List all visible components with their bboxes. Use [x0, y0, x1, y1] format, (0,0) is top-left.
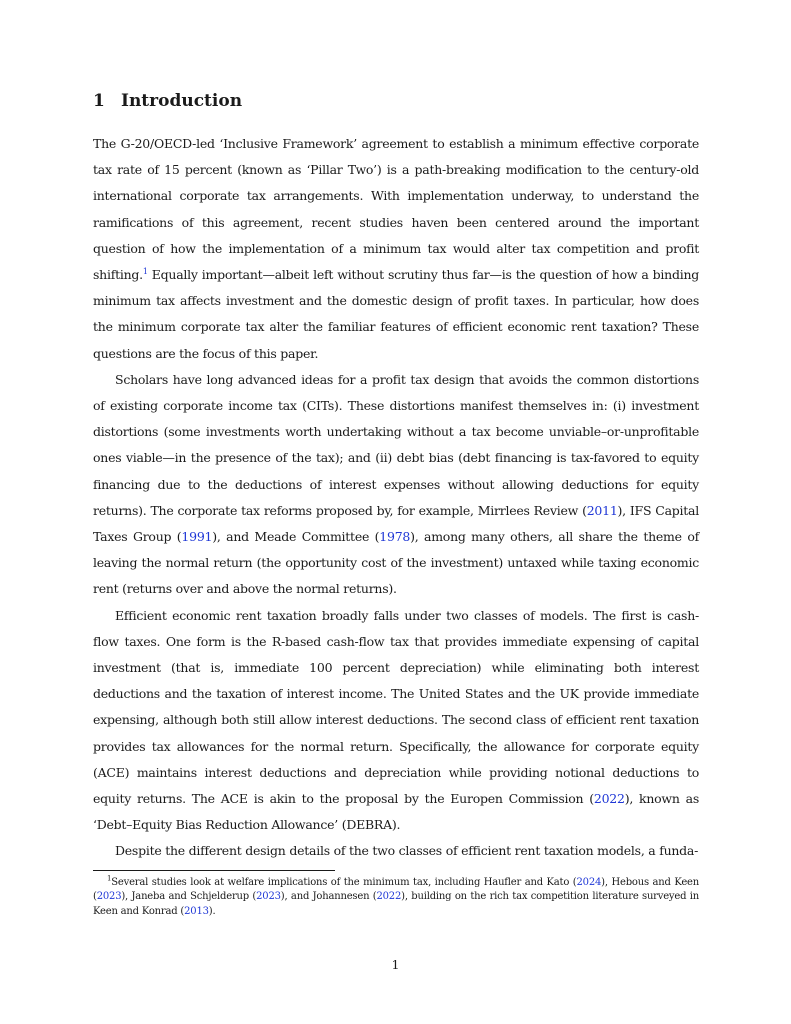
footnote-text: ), building on the rich tax competition literature surveyed in Keen and Konrad ( — [93, 891, 699, 917]
section-title: Introduction — [121, 91, 243, 111]
paragraph-text: Equally important—albeit left without scrutiny thus far—is the question of how a binding minimum tax affects investment and the domestic design of profit taxes. In particular, how does the minimum corporate tax alter the familiar features of efficient economic rent taxation? These questions are the focus of this paper. — [93, 267, 699, 361]
footnote-divider — [93, 870, 335, 871]
footnote-text: ), Janeba and Schjelderup ( — [121, 891, 257, 903]
section-heading — [93, 89, 242, 113]
citation-link-mirrlees-2011[interactable]: 2011 — [586, 502, 618, 518]
paragraph-text: ), IFS Capital Taxes Group ( — [93, 502, 699, 545]
paragraph-text: The G-20/OECD-led ‘Inclusive Framework’ agreement to establish a minimum effective corporate tax rate of 15 percent (known as ‘Pillar Two’) is a path-breaking modification to the century-old international corporate tax arrangements. With implementation underway, to understand the ramifications of this agreement, recent studies haven been centered around the important question of how the implementation of a minimum tax would alter tax competition and profit shifting. — [93, 136, 699, 283]
citation-link-meade-1978[interactable]: 1978 — [379, 529, 411, 545]
citation-link-haufler-kato-2024[interactable]: 2024 — [576, 877, 602, 888]
footnote-reference-link[interactable]: 1 — [142, 266, 148, 276]
section-number: 1 — [93, 91, 105, 111]
citation-link-hebous-keen-2023[interactable]: 2023 — [96, 891, 122, 903]
citation-link-janeba-schjelderup-2023[interactable]: 2023 — [256, 891, 281, 903]
paragraph-text: Scholars have long advanced ideas for a profit tax design that avoids the common distortions of existing corporate income tax (CITs). These distortions manifest themselves in: (i) investment distortions (some investments worth undertaking without a tax become unviable–or-unprofitable ones viable—in the presence of the tax); and (ii) debt bias (debt financing is tax-favored to equity financing due to the deductions of interest expenses without allowing deductions for equity returns). The corporate tax reforms proposed by, for example, Mirrlees Review ( — [93, 371, 699, 518]
paragraph-3 — [93, 603, 699, 839]
citation-link-keen-konrad-2013[interactable]: 2013 — [184, 905, 209, 917]
footnote-1 — [93, 876, 699, 919]
paragraph-text: ), among many others, all share the theme of leaving the normal return (the opportunity cost of the investment) untaxed while taxing economic rent (returns over and above the normal returns). — [93, 529, 699, 597]
footnote-text: ), Hebous and Keen ( — [93, 877, 699, 903]
citation-link-ifs-1991[interactable]: 1991 — [181, 529, 213, 545]
citation-link-johannesen-2022[interactable]: 2022 — [376, 891, 402, 903]
page-number: 1 — [391, 957, 400, 972]
paragraph-text: Despite the different design details of the two classes of efficient rent taxation models, a funda- — [115, 843, 699, 859]
footnote-text: ), and Johannesen ( — [280, 891, 377, 903]
paragraph-text: Efficient economic rent taxation broadly falls under two classes of models. The first is cash-flow taxes. One form is the R-based cash-flow tax that provides immediate expensing of capital investment (that is, immediate 100 percent depreciation) while eliminating both interest deductions and the taxation of interest income. The United States and the UK provide immediate expensing, although both still allow interest deductions. The second class of efficient rent taxation provides tax allowances for the normal return. Specifically, the allowance for corporate equity (ACE) maintains interest deductions and depreciation while providing notional deductions to equity returns. The ACE is akin to the proposal by the Europen Commission ( — [93, 607, 699, 807]
footnote-text: Several studies look at welfare implications of the minimum tax, including Haufler and Kato ( — [111, 877, 577, 888]
paragraph-2 — [93, 367, 699, 603]
paragraph-4 — [93, 838, 699, 864]
body-text — [93, 131, 699, 865]
citation-link-ec-2022[interactable]: 2022 — [593, 791, 625, 807]
footnote-text: ). — [208, 905, 216, 917]
paragraph-text: ), known as ‘Debt–Equity Bias Reduction Allowance’ (DEBRA). — [93, 791, 699, 833]
paragraph-text: ), and Meade Committee ( — [212, 529, 380, 545]
footnote-mark: 1 — [107, 874, 112, 883]
paragraph-1 — [93, 131, 699, 367]
